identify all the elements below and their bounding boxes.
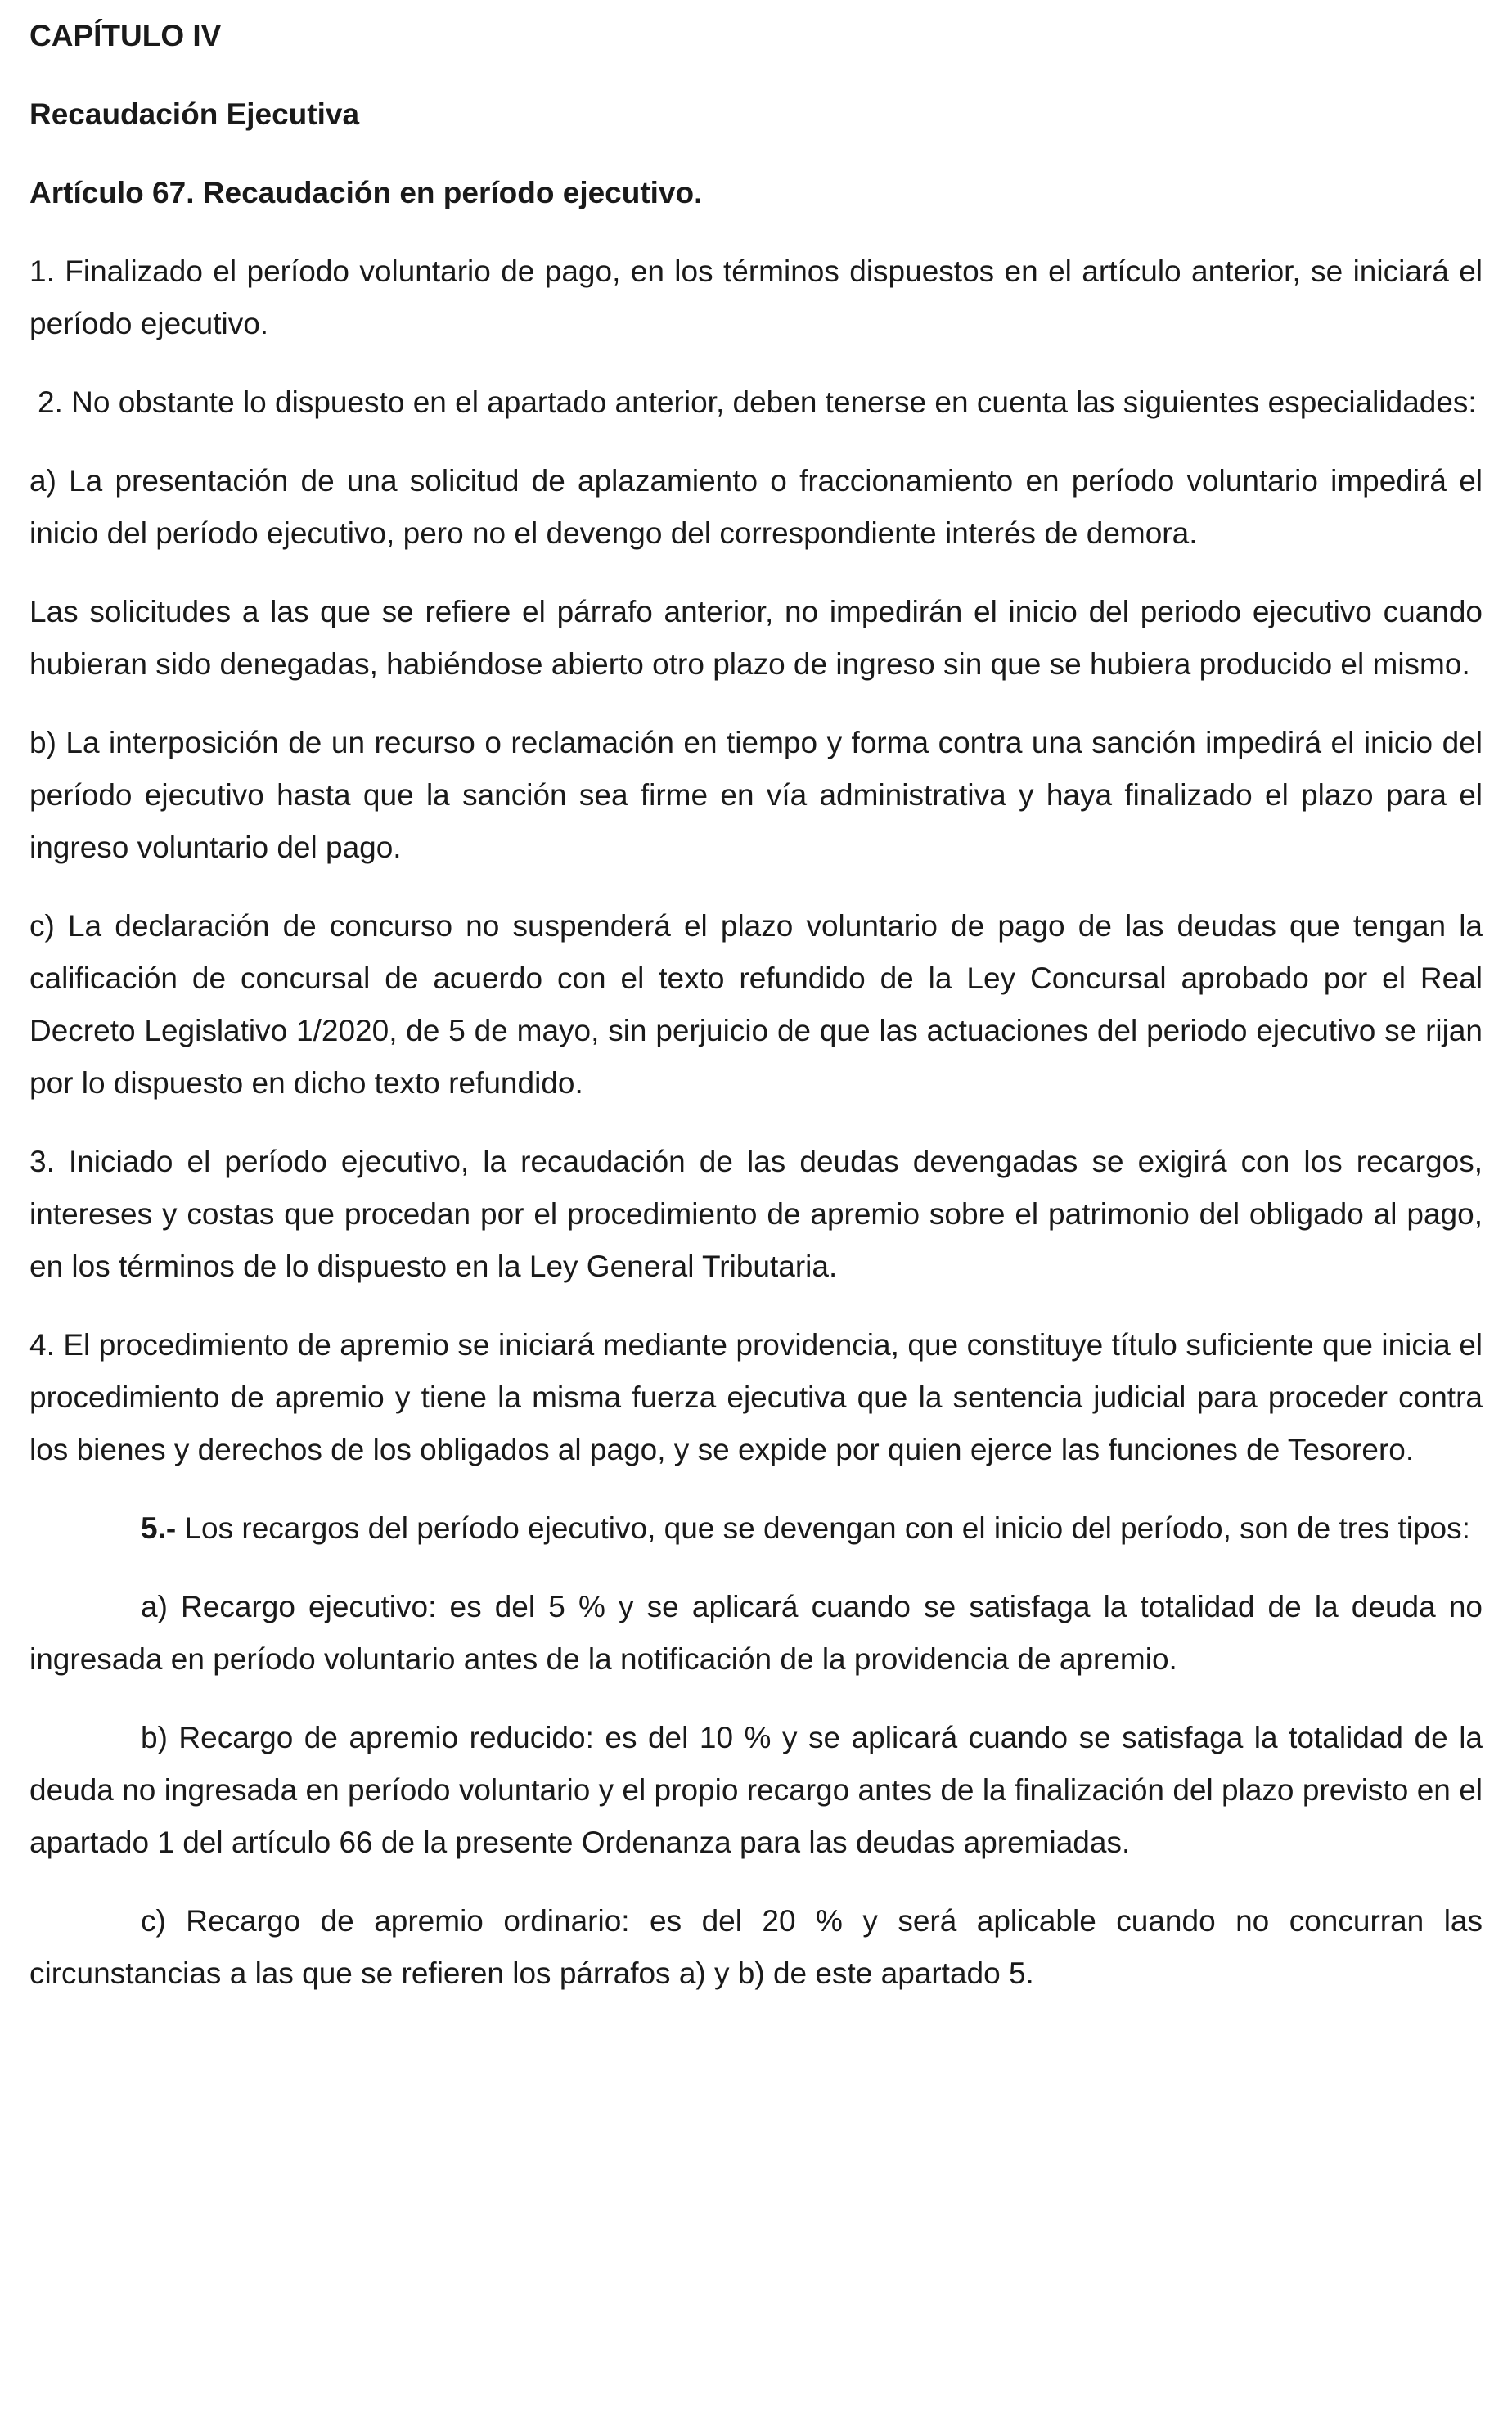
paragraph-2a: a) La presentación de una solicitud de aplazamiento o fraccionamiento en período voluntario impedirá el inicio del período ejecutivo, pero no el devengo del correspondiente interés de demora. <box>29 464 1483 550</box>
paragraph-2a-continued: Las solicitudes a las que se refiere el párrafo anterior, no impedirán el inicio del periodo ejecutivo cuando hubieran sido denegadas, habiéndose abierto otro plazo de ingreso sin que se hubiera producido el mismo. <box>29 595 1483 681</box>
paragraph-5c: c) Recargo de apremio ordinario: es del 20 % y será aplicable cuando no concurran las circunstancias a las que se refieren los párrafos a) y b) de este apartado 5. <box>29 1904 1483 1990</box>
chapter-heading: CAPÍTULO IV <box>29 19 222 52</box>
paragraph-2b: b) La interposición de un recurso o reclamación en tiempo y forma contra una sanción impedirá el inicio del período ejecutivo hasta que la sanción sea firme en vía administrativa y haya finalizado el plazo para el ingreso voluntario del pago. <box>29 726 1483 864</box>
paragraph-5-text: Los recargos del período ejecutivo, que se devengan con el inicio del período, son de tres tipos: <box>176 1511 1470 1545</box>
paragraph-5a: a) Recargo ejecutivo: es del 5 % y se aplicará cuando se satisfaga la totalidad de la deuda no ingresada en período voluntario antes de la notificación de la providencia de apremio. <box>29 1590 1483 1676</box>
article-heading: Artículo 67. Recaudación en período ejecutivo. <box>29 176 703 209</box>
paragraph-5-number: 5.- <box>141 1511 177 1545</box>
paragraph-1: 1. Finalizado el período voluntario de pago, en los términos dispuestos en el artículo anterior, se iniciará el período ejecutivo. <box>29 254 1483 340</box>
paragraph-5b: b) Recargo de apremio reducido: es del 10 % y se aplicará cuando se satisfaga la totalidad de la deuda no ingresada en período voluntario y el propio recargo antes de la finalización del plazo previsto en el apartado 1 del artículo 66 de la presente Ordenanza para las deudas apremiadas. <box>29 1721 1483 1859</box>
section-heading: Recaudación Ejecutiva <box>29 97 360 131</box>
paragraph-4: 4. El procedimiento de apremio se iniciará mediante providencia, que constituye título suficiente que inicia el procedimiento de apremio y tiene la misma fuerza ejecutiva que la sentencia judicial para proceder contra los bienes y derechos de los obligados al pago, y se expide por quien ejerce las funciones de Tesorero. <box>29 1328 1483 1466</box>
paragraph-2c: c) La declaración de concurso no suspenderá el plazo voluntario de pago de las deudas que tengan la calificación de concursal de acuerdo con el texto refundido de la Ley Concursal aprobado por el Real Decreto Legislativo 1/2020, de 5 de mayo, sin perjuicio de que las actuaciones del periodo ejecutivo se rijan por lo dispuesto en dicho texto refundido. <box>29 909 1483 1100</box>
paragraph-2: 2. No obstante lo dispuesto en el apartado anterior, deben tenerse en cuenta las siguientes especialidades: <box>38 385 1477 419</box>
paragraph-3: 3. Iniciado el período ejecutivo, la recaudación de las deudas devengadas se exigirá con los recargos, intereses y costas que procedan por el procedimiento de apremio sobre el patrimonio del obligado al pago, en los términos de lo dispuesto en la Ley General Tributaria. <box>29 1145 1483 1283</box>
paragraph-5 <box>29 1502 1483 1555</box>
document-page <box>29 10 1483 2026</box>
